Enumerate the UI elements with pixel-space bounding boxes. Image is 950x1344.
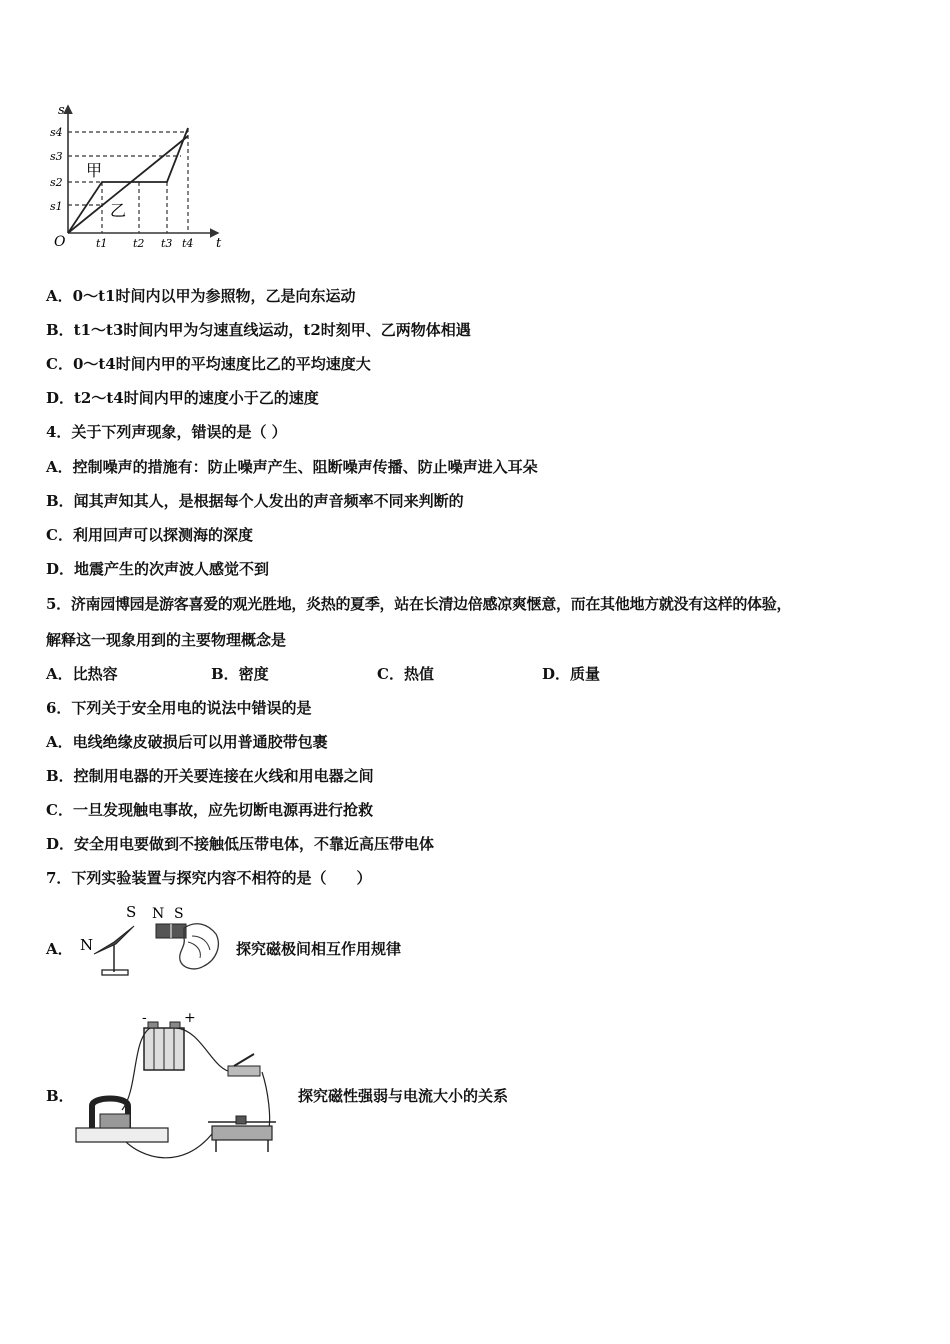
battery-plus-label: + bbox=[184, 1010, 196, 1026]
q5-stem-line1: 5．济南园博园是游客喜爱的观光胜地，炎热的夏季，站在长清边倍感凉爽惬意，而在其他地方就没有这样的体验， bbox=[46, 595, 792, 613]
t-tick: t1 bbox=[96, 237, 108, 250]
q4-option-c: C．利用回声可以探测海的深度 bbox=[46, 526, 253, 544]
q4-option-a: A．控制噪声的措施有：防止噪声产生、阻断噪声传播、防止噪声进入耳朵 bbox=[46, 458, 538, 476]
magnet-s-label: S bbox=[174, 906, 184, 922]
q3-option-d: D．t2～t4时间内甲的速度小于乙的速度 bbox=[46, 389, 319, 407]
q3-option-a: A．0～t1时间内以甲为参照物，乙是向东运动 bbox=[46, 287, 356, 305]
s-tick: s4 bbox=[50, 126, 63, 139]
s-axis-label: s bbox=[58, 103, 65, 118]
rheostat bbox=[212, 1126, 272, 1140]
t-axis-label: t bbox=[216, 236, 222, 250]
q7-stem: 7．下列实验装置与探究内容不相符的是（ ） bbox=[46, 869, 372, 887]
q4-option-b: B．闻其声知其人，是根据每个人发出的声音频率不同来判断的 bbox=[46, 492, 464, 510]
electromagnet-circuit-figure bbox=[72, 1010, 292, 1170]
q6-option-b: B．控制用电器的开关要连接在火线和用电器之间 bbox=[46, 767, 374, 785]
q6-stem: 6．下列关于安全用电的说法中错误的是 bbox=[46, 699, 312, 717]
q7-option-a-text: 探究磁极间相互作用规律 bbox=[236, 940, 402, 958]
switch bbox=[228, 1066, 260, 1076]
q6-option-c: C．一旦发现触电事故，应先切断电源再进行抢救 bbox=[46, 801, 373, 819]
s-tick: s1 bbox=[50, 200, 63, 213]
magnet-n-label: N bbox=[152, 906, 165, 922]
needle-n-label: N bbox=[80, 936, 94, 954]
q7-option-b-text: 探究磁性强弱与电流大小的关系 bbox=[298, 1087, 509, 1105]
q3-option-c: C．0～t4时间内甲的平均速度比乙的平均速度大 bbox=[46, 355, 371, 373]
q7-option-b-letter: B． bbox=[46, 1087, 74, 1105]
q7-option-a-letter: A． bbox=[46, 940, 73, 958]
q3-option-b: B．t1～t3时间内甲为匀速直线运动，t2时刻甲、乙两物体相遇 bbox=[46, 321, 471, 339]
q4-option-d: D．地震产生的次声波人感觉不到 bbox=[46, 560, 270, 578]
q4-stem: 4．关于下列声现象，错误的是（ ） bbox=[46, 423, 287, 441]
yi-label: 乙 bbox=[110, 201, 127, 220]
s-t-graph bbox=[46, 100, 236, 250]
q5-stem-line2: 解释这一现象用到的主要物理概念是 bbox=[46, 631, 287, 649]
origin-label: O bbox=[54, 234, 66, 250]
yi-line bbox=[68, 136, 188, 233]
q6-option-a: A．电线绝缘皮破损后可以用普通胶带包裹 bbox=[46, 733, 328, 751]
needle-s-label: S bbox=[126, 903, 137, 921]
jia-label: 甲 bbox=[86, 161, 103, 180]
s-tick: s3 bbox=[50, 150, 63, 163]
q5-option-b: B．密度 bbox=[211, 665, 269, 683]
s-tick: s2 bbox=[50, 176, 63, 189]
battery-minus-label: - bbox=[142, 1010, 147, 1026]
q5-option-a: A．比热容 bbox=[46, 665, 118, 683]
q5-option-d: D．质量 bbox=[542, 665, 601, 683]
t-tick: t3 bbox=[161, 237, 173, 250]
jia-line bbox=[68, 128, 188, 233]
t-tick: t2 bbox=[133, 237, 145, 250]
q6-option-d: D．安全用电要做到不接触低压带电体，不靠近高压带电体 bbox=[46, 835, 435, 853]
q5-option-c: C．热值 bbox=[377, 665, 434, 683]
t-tick: t4 bbox=[182, 237, 194, 250]
compass-magnet-figure bbox=[76, 902, 226, 982]
